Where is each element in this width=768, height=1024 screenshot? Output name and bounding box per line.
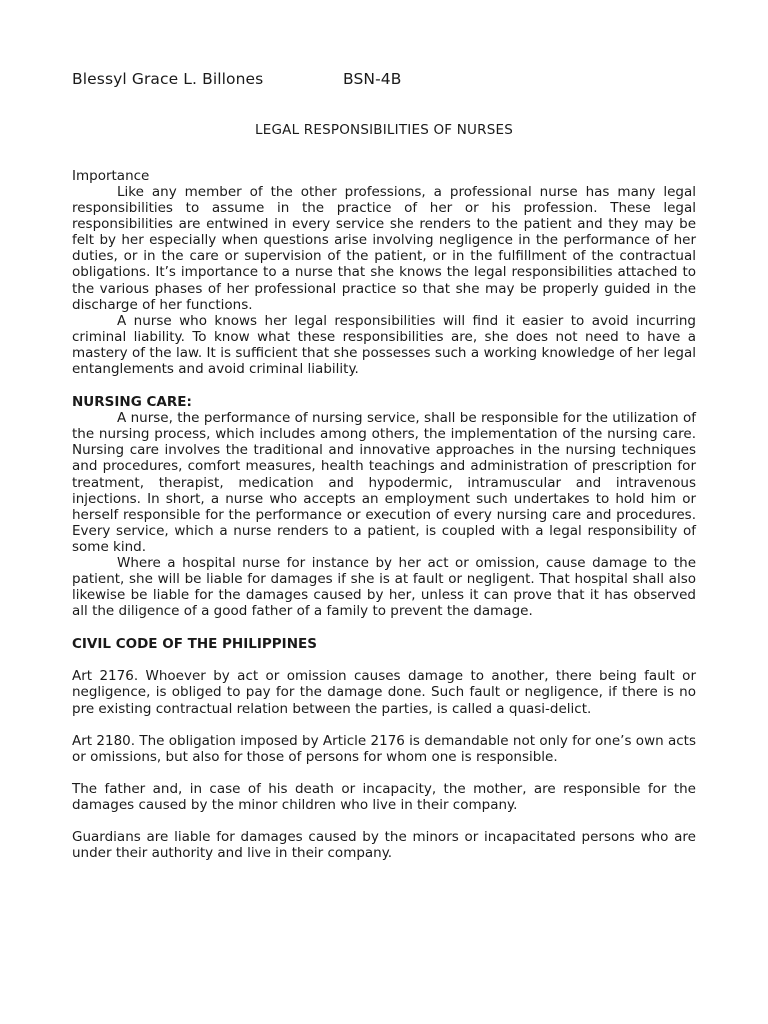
civil-code-parents-paragraph: The father and, in case of his death or incapacity, the mother, are responsible for the damages caused by the minor children who live in their company.	[72, 780, 696, 813]
civil-code-article-2180: Art 2180. The obligation imposed by Article 2176 is demandable not only for one’s own acts or omissions, but also for those of persons for whom one is responsible.	[72, 732, 696, 765]
document-title: LEGAL RESPONSIBILITIES OF NURSES	[255, 122, 513, 138]
civil-code-heading: CIVIL CODE OF THE PHILIPPINES	[72, 636, 317, 653]
nursing-care-heading: NURSING CARE:	[72, 394, 192, 411]
student-name: Blessyl Grace L. Billones	[72, 70, 264, 88]
importance-heading: Importance	[72, 168, 150, 184]
importance-paragraph-2: A nurse who knows her legal responsibilities will find it easier to avoid incurring criminal liability. To know what these responsibilities are, she does not need to have a mastery of the law. It is sufficient that she possesses such a working knowledge of her legal entanglements and avoid criminal liability.	[72, 312, 696, 378]
civil-code-article-2176: Art 2176. Whoever by act or omission causes damage to another, there being fault or negligence, is obliged to pay for the damage done. Such fault or negligence, if there is no pre existing contractual relation between the parties, is called a quasi-delict.	[72, 668, 696, 717]
student-section: BSN-4B	[343, 70, 402, 88]
importance-paragraph-1: Like any member of the other professions, a professional nurse has many legal responsibilities to assume in the practice of her or his profession. These legal responsibilities are entwined in every service she renders to the patient and they may be felt by her especially when questions arise involving negligence in the performance of her duties, or in the care or supervision of the patient, or in the fulfillment of the contractual obligations. It’s importance to a nurse that she knows the legal responsibilities attached to the various phases of her professional practice so that she may be properly guided in the discharge of her functions.	[72, 184, 696, 313]
document-page	[72, 70, 696, 861]
civil-code-guardians-paragraph: Guardians are liable for damages caused by the minors or incapacitated persons who are under their authority and live in their company.	[72, 829, 696, 862]
nursing-care-paragraph-2: Where a hospital nurse for instance by her act or omission, cause damage to the patient, she will be liable for damages if she is at fault or negligent. That hospital shall also likewise be liable for the damages caused by her, unless it can prove that it has observed all the diligence of a good father of a family to prevent the damage.	[72, 554, 696, 620]
nursing-care-paragraph-1: A nurse, the performance of nursing service, shall be responsible for the utilization of the nursing process, which includes among others, the implementation of the nursing care. Nursing care involves the traditional and innovative approaches in the nursing techniques and procedures, comfort measures, health teachings and administration of prescription for treatment, therapist, medication and hypodermic, intramuscular and intravenous injections. In short, a nurse who accepts an employment such undertakes to hold him or herself responsible for the performance or execution of every nursing care and procedures. Every service, which a nurse renders to a patient, is coupled with a legal responsibility of some kind.	[72, 410, 696, 555]
document-header	[72, 70, 696, 94]
